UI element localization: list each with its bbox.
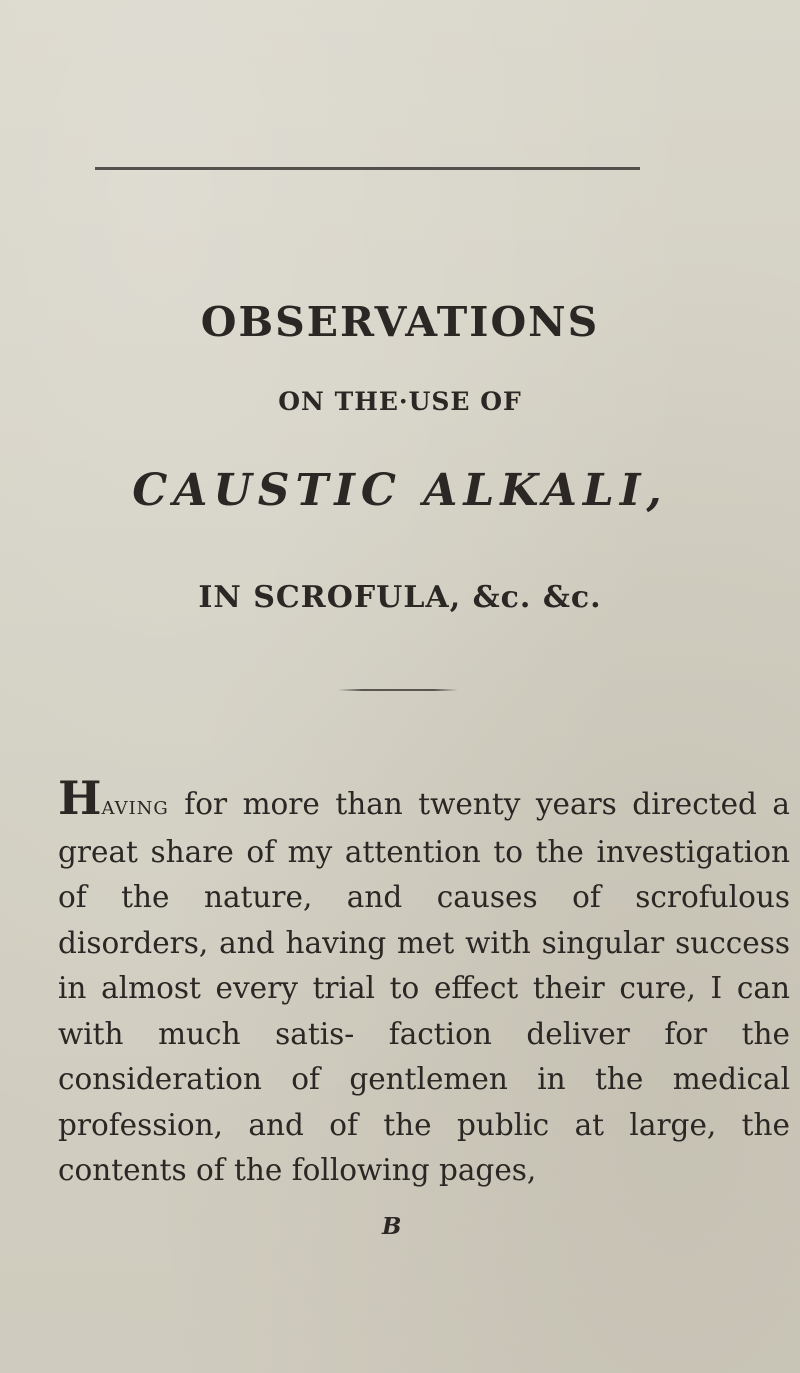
subject-heading: CAUSTIC ALKALI, [132, 465, 668, 516]
signature-mark: B [382, 1213, 402, 1240]
top-rule [95, 167, 640, 170]
body-paragraph [58, 771, 790, 1194]
condition-heading: IN SCROFULA, &c. &c. [198, 580, 602, 615]
lead-word: aving [101, 791, 169, 821]
drop-cap: H [58, 771, 102, 825]
page-title: OBSERVATIONS [200, 298, 600, 346]
ornamental-rule [338, 689, 458, 691]
body-text: for more than twenty years directed a great share of my attention to the investigation of the nature, and causes of scrofulous disorders, and having met with singular success in almost every trial to effect their cure, I can with much satis- faction deliver for the consideration of gentlemen in the medical profession, and of the public at large, the contents of the following pages, [58, 787, 790, 1187]
page-subtitle: ON THE·USE OF [278, 387, 522, 416]
